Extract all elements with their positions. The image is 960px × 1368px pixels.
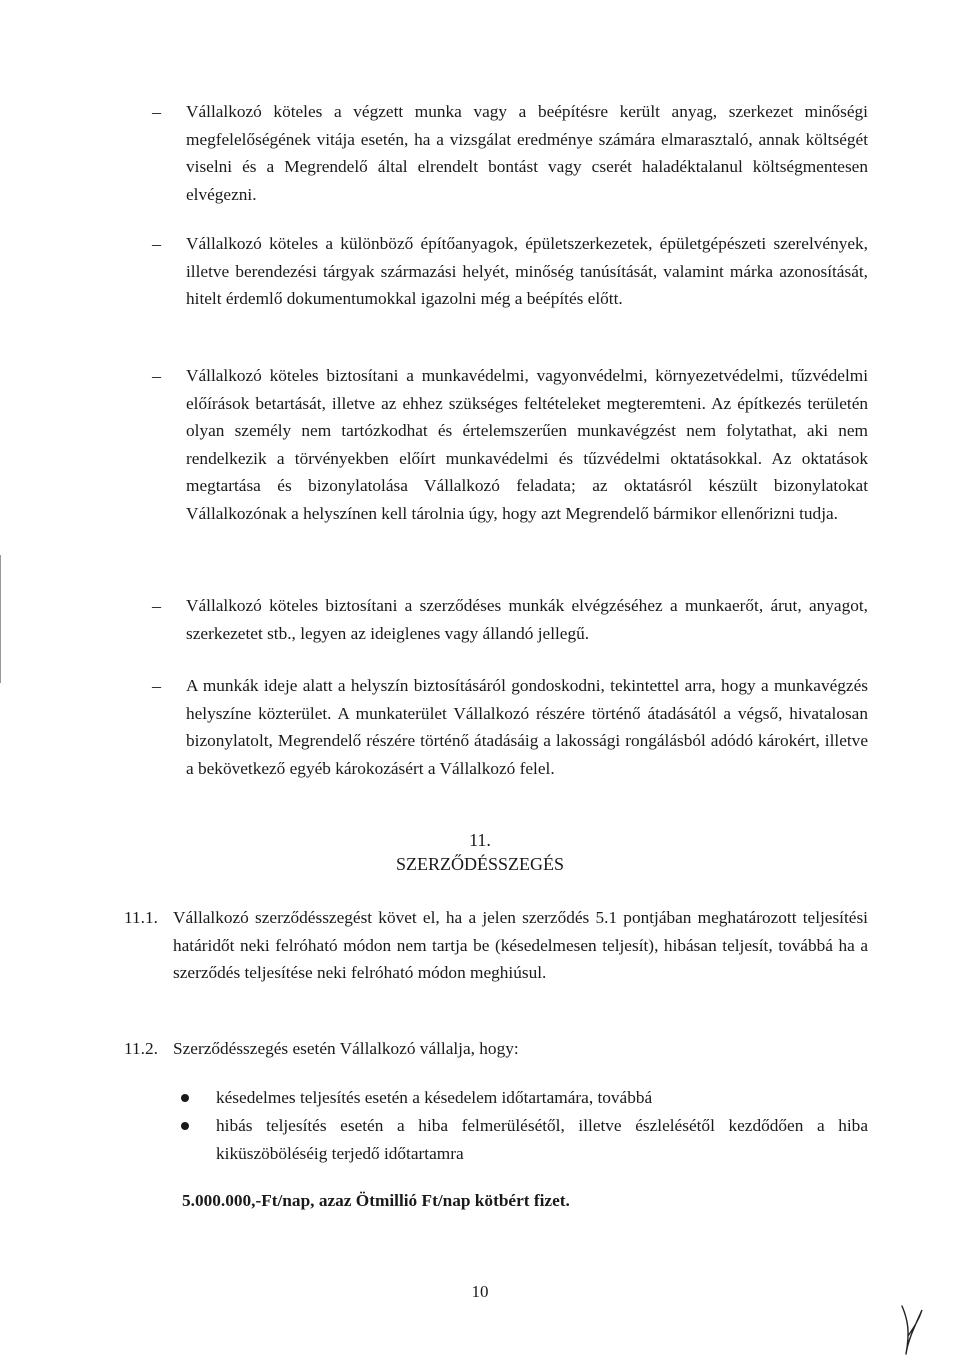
margin-line [0,555,1,683]
clause-text: Vállalkozó szerződésszegést követ el, ha a jelen szerződés 5.1 pontjában meghatározott teljesítési határidőt neki felróható módon nem tartja be (késedelmesen teljesít), hibásan teljesít, továbbá ha a szerződés teljesítése neki felróható módon meghiúsul. [173,908,868,982]
list-item-text: Vállalkozó köteles a végzett munka vagy a beépítésre került anyag, szerkezet minőségi megfelelőségének vitája esetén, ha a vizsgálat eredménye számára elmarasztaló, annak költségét viselni és a Megrendelő által elrendelt bontást vagy cserét haladéktalanul költségmentesen elvégezni. [186,102,868,204]
list-dash: – [152,102,161,122]
section-number: 11. [469,830,491,850]
list-item-text: Vállalkozó köteles biztosítani a munkavédelmi, vagyonvédelmi, környezetvédelmi, tűzvédelmi előírások betartását, illetve az ehhez szükséges feltételeket megteremteni. Az építkezés területén olyan személy nem tartózkodhat és értelemszerűen munkavégzést nem folytathat, aki nem rendelkezik a törvényekben előírt munkavédelmi és tűzvédelmi oktatásokkal. Az oktatások megtartása és bizonylatolása Vállalkozó feladata; az oktatásról készült bizonylatokat Vállalkozónak a helyszínen kell tárolnia úgy, hogy azt Megrendelő bármikor ellenőrizni tudja. [186,366,868,523]
list-dash: – [152,366,161,386]
initials-signature [896,1300,926,1358]
bullet-text: késedelmes teljesítés esetén a késedelem időtartamára, továbbá [216,1088,653,1107]
list-item-text: A munkák ideje alatt a helyszín biztosításáról gondoskodni, tekintettel arra, hogy a munkavégzés helyszíne közterület. A munkaterület Vállalkozó részére történő átadásától a végső, hivatalosan bizonylatolt, Megrendelő részére történő átadásáig a lakossági rongálásból adódó károkért, illetve a bekövetkező egyéb károkozásért a Vállalkozó felel. [186,676,868,778]
clause-number: 11.2. [124,1039,158,1058]
clause-text: Szerződésszegés esetén Vállalkozó vállalja, hogy: [173,1039,519,1058]
list-item-text: Vállalkozó köteles biztosítani a szerződéses munkák elvégzéséhez a munkaerőt, árut, anyagot, szerkezetet stb., legyen az ideiglenes vagy állandó jellegű. [186,596,868,643]
list-dash: – [152,676,161,696]
penalty-statement: 5.000.000,-Ft/nap, azaz Ötmillió Ft/nap kötbért fizet. [182,1191,570,1210]
page-number: 10 [471,1282,489,1301]
bullet-dot-icon [181,1122,189,1130]
bullet-text: hibás teljesítés esetén a hiba felmerülésétől, illetve észlelésétől kezdődően a hiba kiküszöböléséig terjedő időtartamra [216,1116,868,1163]
section-title: SZERZŐDÉSSZEGÉS [395,854,564,874]
list-dash: – [152,596,161,616]
clause-number: 11.1. [124,908,158,927]
list-dash: – [152,234,161,254]
list-item-text: Vállalkozó köteles a különböző építőanyagok, épületszerkezetek, épületgépészeti szerelvények, illetve berendezési tárgyak származási helyét, minőség tanúsítását, valamint márka azonosítását, hitelt érdemlő dokumentumokkal igazolni még a beépítés előtt. [186,234,868,308]
bullet-dot-icon [181,1094,189,1102]
